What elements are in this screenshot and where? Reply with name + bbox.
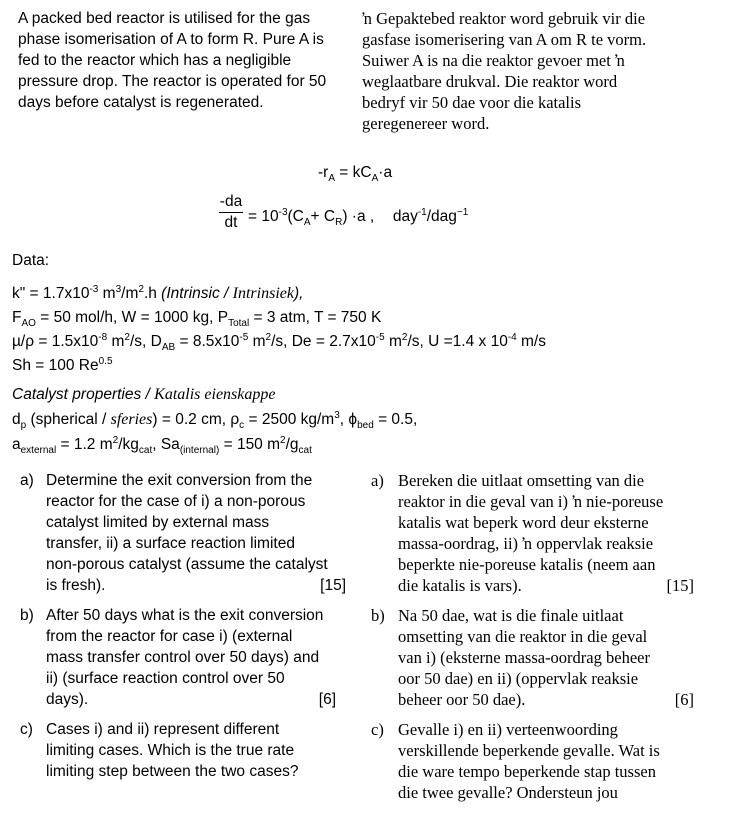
intro-en-line: phase isomerisation of A to form R. Pure A is — [18, 31, 324, 48]
rate-lhs: -r — [318, 164, 329, 181]
intro-en-line: pressure drop. The reactor is operated for 50 — [18, 73, 327, 90]
a-ext-unit-sub: cat — [138, 445, 153, 457]
question-a-label-en: a) — [20, 472, 34, 489]
k-intrinsic-af: Intrinsiek — [232, 285, 294, 302]
decay-plus: + C — [310, 208, 336, 225]
intro-af-line: ŉ Gepaktebed reaktor word gebruik vir die — [362, 9, 646, 28]
intro-af-line: Suiwer A is na die reaktor gevoer met ŉ — [362, 51, 625, 70]
q-b-af-line: Na 50 dae, wat is die finale uitlaat — [398, 606, 624, 625]
sa-sub: (internal) — [179, 445, 220, 457]
q-b-af-line: omsetting van die reaktor in die geval — [398, 627, 648, 646]
decay-units-en-exp: -1 — [417, 206, 427, 218]
q-a-en-line: non-porous catalyst (assume the catalyst — [46, 556, 328, 573]
unit-exp: 2 — [401, 331, 408, 343]
dp-sub: p — [20, 420, 27, 432]
data-line-transport — [12, 331, 546, 352]
a-ext-unit: /kg — [118, 436, 139, 453]
a-ext-sub: external — [20, 445, 57, 457]
sa-value: = 150 m — [219, 436, 281, 453]
q-b-af-line: beheer oor 50 dae). — [398, 690, 526, 709]
k-unit-m2: /m — [121, 285, 139, 302]
sherwood: Sh = 100 Re — [12, 357, 99, 374]
unit-m: m — [107, 333, 125, 350]
phi-sub: bed — [357, 420, 374, 432]
unit-exp: 2 — [265, 331, 272, 343]
data-line-flow — [12, 307, 381, 328]
dp-value: ) = 0.2 cm, ρ — [152, 411, 240, 428]
decay-units-af: /dag — [426, 208, 457, 225]
spherical-af: sferies — [110, 411, 153, 428]
marks-b-en: [6] — [318, 691, 336, 708]
fraction-numerator: -da — [219, 193, 243, 210]
phi-label: , ϕ — [339, 411, 358, 428]
rate-c-sub: A — [371, 173, 379, 185]
question-b-label-af: b) — [371, 606, 385, 625]
q-a-en-line: transfer, ii) a surface reaction limited — [46, 535, 295, 552]
unit-m: m — [248, 333, 266, 350]
q-c-af-line: verskillende beperkende gevalle. Wat is — [398, 741, 660, 760]
pressure-temp: = 3 atm, T = 750 K — [249, 309, 382, 326]
data-line-sherwood — [12, 355, 113, 376]
de-exp: -5 — [375, 331, 385, 343]
data-line-k — [12, 283, 303, 304]
unit-m: m — [384, 333, 402, 350]
decay-cr-sub: R — [335, 217, 343, 229]
catalyst-heading-af: Katalis eienskappe — [154, 386, 276, 403]
question-c-afrikaans — [398, 719, 694, 803]
q-b-en-line: After 50 days what is the exit conversion — [46, 607, 324, 624]
intro-af-line: geregenereer word. — [362, 114, 490, 133]
rho-exp: 3 — [334, 409, 340, 421]
q-b-en-line: days). — [46, 691, 89, 708]
k-value: k" = 1.7x10 — [12, 285, 90, 302]
dab-sub: AB — [161, 342, 176, 354]
q-a-af-line: Bereken die uitlaat omsetting van die — [398, 471, 645, 490]
question-c-label-af: c) — [371, 720, 384, 739]
catalyst-line-2 — [12, 434, 312, 455]
intro-en-line: days before catalyst is regenerated. — [18, 94, 264, 111]
decay-fraction — [216, 193, 246, 232]
decay-open: (C — [287, 208, 304, 225]
question-b-label-en: b) — [20, 607, 34, 624]
intro-en-line: A packed bed reactor is utilised for the gas — [18, 10, 311, 27]
question-c-english — [46, 719, 352, 782]
decay-close: ) ·a , — [342, 208, 375, 225]
unit-exp: 2 — [124, 331, 130, 343]
rho-value: = 2500 kg/m — [244, 411, 335, 428]
catalyst-heading — [12, 384, 275, 405]
k-unit-m: m — [98, 285, 116, 302]
q-b-af-line: oor 50 dae) en ii) (oppervlak reaksie — [398, 669, 639, 688]
fraction-denominator: dt — [224, 214, 238, 231]
intro-en-line: fed to the reactor which has a negligible — [18, 52, 292, 69]
catalyst-line-1 — [12, 409, 417, 430]
question-a-label-af: a) — [371, 471, 384, 490]
q-a-af-line: beperkte nie-poreuse katalis (neem aan — [398, 555, 656, 574]
a-ext-label: a — [12, 436, 21, 453]
k-unit-h: .h — [143, 285, 162, 302]
marks-b-af: [6] — [674, 690, 694, 709]
sa-exp: 2 — [280, 434, 286, 446]
q-c-en-line: limiting step between the two cases? — [46, 763, 299, 780]
k-unit-exp: 3 — [115, 283, 122, 295]
fraction-bar — [219, 212, 243, 213]
u-unit: m/s — [516, 333, 546, 350]
viscosity-exp: -8 — [98, 331, 108, 343]
q-a-af-line: katalis wat beperk word deur eksterne — [398, 513, 649, 532]
question-b-english — [46, 605, 352, 710]
question-a-afrikaans — [398, 470, 694, 596]
decay-units-en: day — [392, 208, 418, 225]
q-c-en-line: Cases i) and ii) represent different — [46, 721, 280, 738]
q-a-af-line: reaktor in die geval van i) ŉ nie-poreuse — [398, 492, 664, 511]
q-b-af-line: van i) (eksterne massa-oordrag beheer — [398, 648, 650, 667]
marks-a-af: [15] — [666, 576, 694, 595]
q-c-af-line: die twee gevalle? Ondersteun jou — [398, 783, 618, 802]
question-c-label-en: c) — [20, 721, 33, 738]
q-c-af-line: die ware tempo beperkende stap tussen — [398, 762, 656, 781]
intro-afrikaans — [362, 8, 702, 134]
rho-sub: c — [239, 420, 245, 432]
decay-exp: -3 — [278, 206, 288, 218]
rate-equation — [318, 162, 392, 183]
q-a-en-line: catalyst limited by external mass — [46, 514, 270, 531]
q-a-af-line: massa-oordrag, ii) ŉ oppervlak reaksie — [398, 534, 654, 553]
sa-label: , Sa — [152, 436, 180, 453]
k-unit-m2-exp: 2 — [138, 283, 144, 295]
question-a-english — [46, 470, 352, 596]
q-a-af-line: die katalis is vars). — [398, 576, 522, 595]
rate-lhs-sub: A — [328, 173, 335, 185]
q-b-en-line: ii) (surface reaction control over 50 — [46, 670, 285, 687]
sherwood-exp: 0.5 — [98, 355, 113, 367]
decay-eq: = 10 — [248, 208, 279, 225]
q-a-en-line: reactor for the case of i) a non-porous — [46, 493, 306, 510]
intro-af-line: gasfase isomerisering van A om R te vorm. — [362, 30, 647, 49]
phi-value: = 0.5, — [373, 411, 418, 428]
q-b-en-line: from the reactor for case i) (external — [46, 628, 293, 645]
rate-tail: ·a — [378, 164, 393, 181]
a-ext-value: = 1.2 m — [56, 436, 113, 453]
intro-af-line: weglaatbare drukval. Die reaktor word — [362, 72, 618, 91]
a-ext-exp: 2 — [112, 434, 119, 446]
spherical-en: (spherical / — [26, 411, 111, 428]
sa-unit-sub: cat — [298, 445, 312, 457]
decay-units-af-exp: −1 — [456, 206, 469, 218]
sa-unit: /g — [285, 436, 299, 453]
u-exp: -4 — [507, 331, 517, 343]
dab-value: = 8.5x10 — [175, 333, 240, 350]
fao-label: F — [12, 309, 22, 326]
ptotal-sub: Total — [228, 318, 250, 330]
catalyst-heading-en: Catalyst properties / — [12, 386, 155, 403]
decay-equation-rhs — [248, 206, 468, 227]
dp-label: d — [12, 411, 21, 428]
k-intrinsic-en: (Intrinsic / — [161, 285, 233, 302]
data-heading: Data: — [12, 252, 50, 269]
q-a-en-line: is fresh). — [46, 577, 106, 594]
de-value: /s, De = 2.7x10 — [271, 333, 376, 350]
k-exp: -3 — [89, 283, 99, 295]
q-a-en-line: Determine the exit conversion from the — [46, 472, 313, 489]
intro-english — [18, 8, 352, 113]
intro-af-line: bedryf vir 50 dae voor die katalis — [362, 93, 582, 112]
marks-a-en: [15] — [320, 577, 346, 594]
dab-exp: -5 — [239, 331, 249, 343]
decay-ca-sub: A — [303, 217, 311, 229]
q-b-en-line: mass transfer control over 50 days) and — [46, 649, 320, 666]
question-b-afrikaans — [398, 605, 694, 710]
viscosity: µ/ρ = 1.5x10 — [12, 333, 99, 350]
u-value: /s, U =1.4 x 10 — [407, 333, 508, 350]
k-end: ), — [293, 285, 304, 302]
fao-sub: AO — [21, 318, 36, 330]
q-c-af-line: Gevalle i) en ii) verteenwoording — [398, 720, 618, 739]
flow-values: = 50 mol/h, W = 1000 kg, P — [35, 309, 229, 326]
q-c-en-line: limiting cases. Which is the true rate — [46, 742, 295, 759]
rate-eq: = kC — [335, 164, 372, 181]
dab-label: /s, D — [129, 333, 162, 350]
